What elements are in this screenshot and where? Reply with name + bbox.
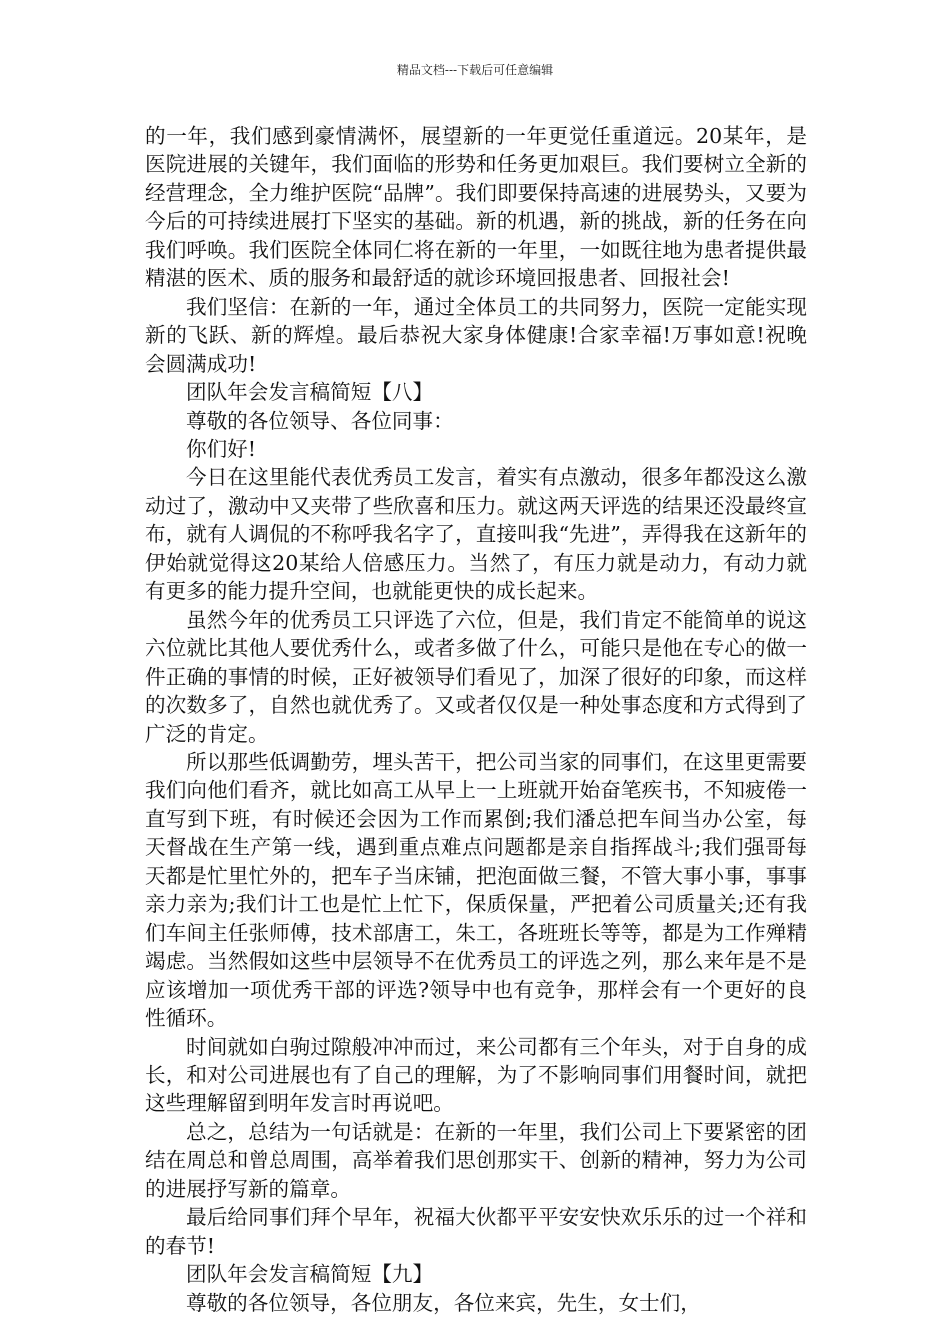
greeting: 你们好! (186, 436, 257, 461)
salutation: 尊敬的各位领导、各位同事： (186, 408, 454, 433)
salutation: 尊敬的各位领导，各位朋友，各位来宾，先生，女士们， (186, 1290, 701, 1315)
paragraph: 我们坚信：在新的一年，通过全体员工的共同努力，医院一定能实现新的飞跃、新的辉煌。最后恭祝大家身体健康!合家幸福!万事如意!祝晚会圆满成功! (145, 294, 807, 376)
document-body (145, 122, 807, 1317)
paragraph: 最后给同事们拜个早年，祝福大伙都平平安安快欢乐乐的过一个祥和的春节! (145, 1205, 807, 1258)
paragraph: 时间就如白驹过隙般冲冲而过，来公司都有三个年头，对于自身的成长，和对公司进展也有了自己的理解，为了不影响同事们用餐时间，就把这些理解留到明年发言时再说吧。 (145, 1034, 807, 1116)
paragraph: 虽然今年的优秀员工只评选了六位，但是，我们肯定不能简单的说这六位就比其他人要优秀什么，或者多做了什么，可能只是他在专心的做一件正确的事情的时候，正好被领导们看见了，加深了很好的印象，而这样的次数多了，自然也就优秀了。又或者仅仅是一种处事态度和方式得到了广泛的肯定。 (145, 607, 807, 746)
paragraph: 所以那些低调勤劳，埋头苦干，把公司当家的同事们，在这里更需要我们向他们看齐，就比如高工从早上一上班就开始奋笔疾书，不知疲倦一直写到下班，有时候还会因为工作而累倒;我们潘总把车间当办公室，每天督战在生产第一线，遇到重点难点问题都是亲自指挥战斗;我们强哥每天都是忙里忙外的，把车子当床铺，把泡面做三餐，不管大事小事，事事亲力亲为;我们计工也是忙上忙下，保质保量，严把着公司质量关;还有我们车间主任张师傅，技术部唐工，朱工，各班班长等等，都是为工作殚精竭虑。当然假如这些中层领导不在优秀员工的评选之列，那么来年是不是应该增加一项优秀干部的评选?领导中也有竞争，那样会有一个更好的良性循环。 (145, 749, 807, 1031)
section-heading: 团队年会发言稿简短【八】 (186, 380, 434, 405)
page-header: 精品文档---下载后可任意编辑 (396, 63, 554, 77)
section-heading: 团队年会发言稿简短【九】 (186, 1262, 434, 1287)
paragraph: 总之，总结为一句话就是：在新的一年里，我们公司上下要紧密的团结在周总和曾总周围，高举着我们思创那实干、创新的精神，努力为公司的进展抒写新的篇章。 (145, 1119, 807, 1201)
paragraph: 的一年，我们感到豪情满怀，展望新的一年更觉任重道远。20某年，是医院进展的关键年，我们面临的形势和任务更加艰巨。我们要树立全新的经营理念，全力维护医院“品牌”。我们即要保持高速的进展势头，又要为今后的可持续进展打下坚实的基础。新的机遇，新的挑战，新的任务在向我们呼唤。我们医院全体同仁将在新的一年里，一如既往地为患者提供最精湛的医术、质的服务和最舒适的就诊环境回报患者、回报社会! (145, 124, 807, 291)
paragraph: 今日在这里能代表优秀员工发言，着实有点激动，很多年都没这么激动过了，激动中又夹带了些欣喜和压力。就这两天评选的结果还没最终宣布，就有人调侃的不称呼我名字了，直接叫我“先进”，弄得我在这新年的伊始就觉得这20某给人倍感压力。当然了，有压力就是动力，有动力就有更多的能力提升空间，也就能更快的成长起来。 (145, 465, 807, 604)
